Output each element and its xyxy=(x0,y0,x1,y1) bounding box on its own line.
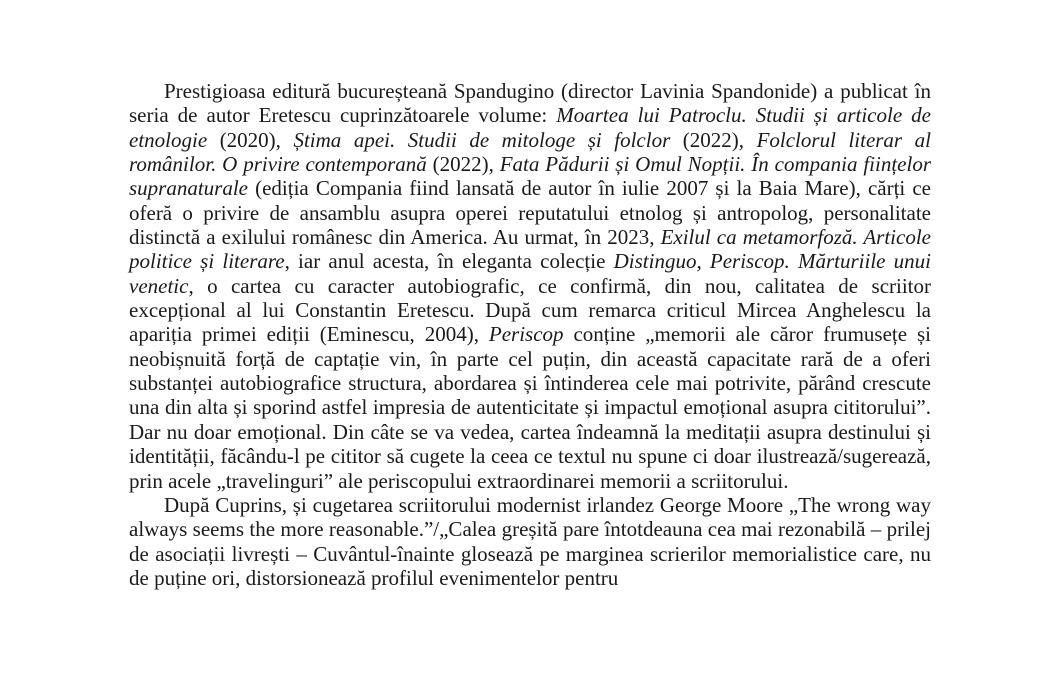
text-run: , o cartea cu caracter autobiografic, ce confirmă, din nou, calitatea de scriitor excepțional al lui Constantin Eretescu. După cum remarca criticul Mircea Anghelescu la apariția primei ediții (Eminescu, 2004), xyxy=(129,273,931,347)
book-title: Folclorul literar al românilor. O privire contemporană xyxy=(129,127,931,177)
text-run: , iar anul acesta, în eleganta colecție xyxy=(284,249,614,274)
paragraph-2 xyxy=(129,493,931,590)
book-title: Moartea lui Patroclu. Studii și articole de etnologie xyxy=(129,103,931,152)
text-run: conține „memorii ale căror frumusețe și neobișnuită forță de captație vin, în parte cel puțin, din această capacitate rară de a oferi substanței autobiografice structura, abordarea și întinderea cele mai potrivite, părând crescute una din alta și sporind astfel impresia de autenticitate și impactul emoțional asupra cititorului”. Dar nu doar emoțional. Din câte se va vedea, cartea îndeamnă la meditații asupra destinului și identității, făcându-l pe cititor să cugete la ceea ce textul nu spune ci doar ilustrează/sugerează, prin acele „travelinguri” ale periscopului extraordinarei memorii a scriitorului. xyxy=(129,322,931,493)
body-text xyxy=(129,79,931,590)
book-title: Fata Pădurii și Omul Nopții. În compania ființelor supranaturale xyxy=(129,152,931,201)
book-title: Distinguo, Periscop. Mărturiile unui venetic xyxy=(129,249,932,298)
text-run: (2020), xyxy=(207,127,294,152)
text-run: Prestigioasa editură bucureșteană Spandugino (director Lavinia Spandonide) a publicat în seria de autor Eretescu cuprinzătoarele volume: xyxy=(129,79,931,128)
text-run: (2022), xyxy=(670,127,757,152)
text-run: (ediția Compania fiind lansată de autor în iulie 2007 și la Baia Mare), cărți ce oferă o privire de ansamblu asupra operei reputatului etnolog și antropolog, personalitate distinctă a exilului românesc din America. Au urmat, în 2023, xyxy=(129,176,931,250)
paragraph-1 xyxy=(129,79,931,493)
book-title: Știma apei. Studii de mitologe și folclor xyxy=(293,127,671,152)
book-title: Periscop xyxy=(488,322,564,347)
text-run: (2022), xyxy=(426,152,500,177)
book-title: Exilul ca metamorfoză. Articole politice și literare xyxy=(129,225,931,274)
text-run: După Cuprins, și cugetarea scriitorului modernist irlandez George Moore „The wrong way always seems the more reasonable.”/„Calea greșită pare întotdeauna cea mai rezonabilă – prilej de asociații livrești – Cuvântul-înainte glosează pe marginea scrierilor memorialistice care, nu de puține ori, distorsionează profilul evenimentelor pentru xyxy=(129,492,931,590)
